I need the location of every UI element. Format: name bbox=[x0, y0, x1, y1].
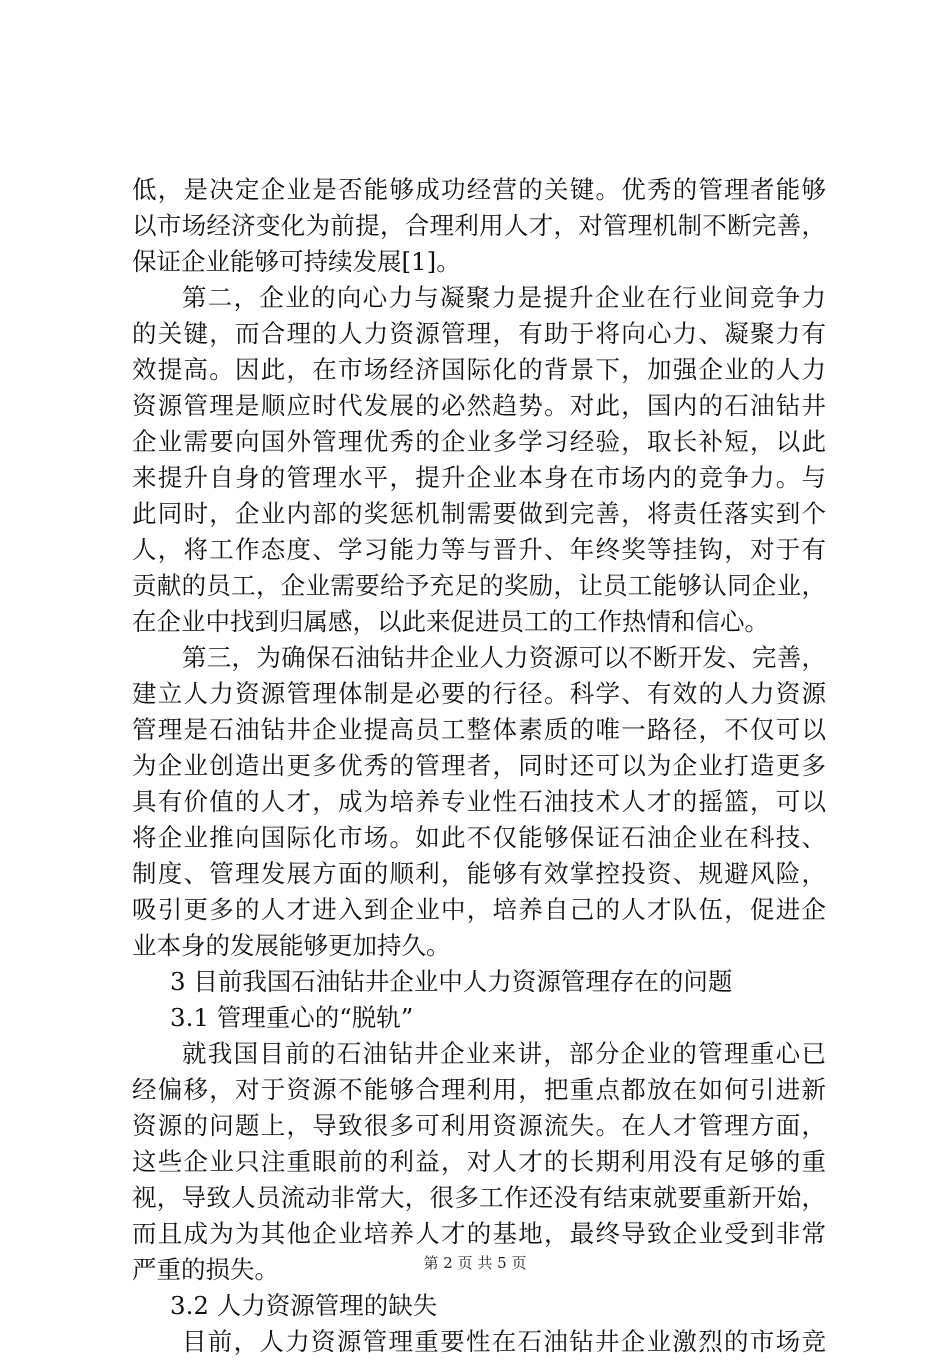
text-line: 吸引更多的人才进入到企业中，培养自己的人才队伍，促进企 bbox=[132, 895, 826, 924]
text-line: 管理是石油钻井企业提高员工整体素质的唯一路径，不仅可以 bbox=[132, 715, 826, 744]
section-heading: 3 目前我国石油钻井企业中人力资源管理存在的问题 bbox=[170, 967, 733, 996]
text-line: 来提升自身的管理水平，提升企业本身在市场内的竞争力。与 bbox=[132, 463, 826, 492]
text-line: 而且成为为其他企业培养人才的基地，最终导致企业受到非常 bbox=[132, 1219, 826, 1248]
text-line: 业本身的发展能够更加持久。 bbox=[132, 931, 451, 960]
text-line: 企业需要向国外管理优秀的企业多学习经验，取长补短，以此 bbox=[132, 427, 826, 456]
text-line: 目前，人力资源管理重要性在石油钻井企业激烈的市场竞 bbox=[182, 1327, 826, 1356]
text-line: 人，将工作态度、学习能力等与晋升、年终奖等挂钩，对于有 bbox=[132, 535, 826, 564]
subsection-heading: 3.2 人力资源管理的缺失 bbox=[170, 1291, 438, 1320]
text-line: 此同时，企业内部的奖惩机制需要做到完善，将责任落实到个 bbox=[132, 499, 826, 528]
text-line: 第二，企业的向心力与凝聚力是提升企业在行业间竞争力 bbox=[182, 283, 826, 312]
text-line: 视，导致人员流动非常大，很多工作还没有结束就要重新开始， bbox=[132, 1183, 826, 1212]
text-line: 第三，为确保石油钻井企业人力资源可以不断开发、完善， bbox=[182, 643, 826, 672]
body-text bbox=[132, 172, 826, 1360]
text-line: 将企业推向国际化市场。如此不仅能够保证石油企业在科技、 bbox=[132, 823, 826, 852]
text-line: 这些企业只注重眼前的利益，对人才的长期利用没有足够的重 bbox=[132, 1147, 826, 1176]
text-line: 资源的问题上，导致很多可利用资源流失。在人才管理方面， bbox=[132, 1111, 826, 1140]
text-line: 低，是决定企业是否能够成功经营的关键。优秀的管理者能够 bbox=[132, 175, 826, 204]
text-line: 经偏移，对于资源不能够合理利用，把重点都放在如何引进新 bbox=[132, 1075, 826, 1104]
text-line: 为企业创造出更多优秀的管理者，同时还可以为企业打造更多 bbox=[132, 751, 826, 780]
text-line: 资源管理是顺应时代发展的必然趋势。对此，国内的石油钻井 bbox=[132, 391, 826, 420]
text-line: 在企业中找到归属感，以此来促进员工的工作热情和信心。 bbox=[132, 607, 769, 636]
text-line: 严重的损失。 bbox=[132, 1255, 279, 1284]
subsection-heading: 3.1 管理重心的“脱轨” bbox=[170, 1003, 414, 1032]
text-line: 制度、管理发展方面的顺利，能够有效掌控投资、规避风险， bbox=[132, 859, 826, 888]
text-line: 以市场经济变化为前提，合理利用人才，对管理机制不断完善， bbox=[132, 211, 826, 240]
text-line: 就我国目前的石油钻井企业来讲，部分企业的管理重心已 bbox=[182, 1039, 826, 1068]
text-line: 建立人力资源管理体制是必要的行径。科学、有效的人力资源 bbox=[132, 679, 826, 708]
text-line: 效提高。因此，在市场经济国际化的背景下，加强企业的人力 bbox=[132, 355, 826, 384]
text-line: 贡献的员工，企业需要给予充足的奖励，让员工能够认同企业， bbox=[132, 571, 826, 600]
page-footer: 第 2 页 共 5 页 bbox=[423, 1254, 527, 1272]
text-line: 保证企业能够可持续发展[1]。 bbox=[132, 247, 461, 276]
text-line: 具有价值的人才，成为培养专业性石油技术人才的摇篮，可以 bbox=[132, 787, 826, 816]
text-line: 的关键，而合理的人力资源管理，有助于将向心力、凝聚力有 bbox=[132, 319, 826, 348]
